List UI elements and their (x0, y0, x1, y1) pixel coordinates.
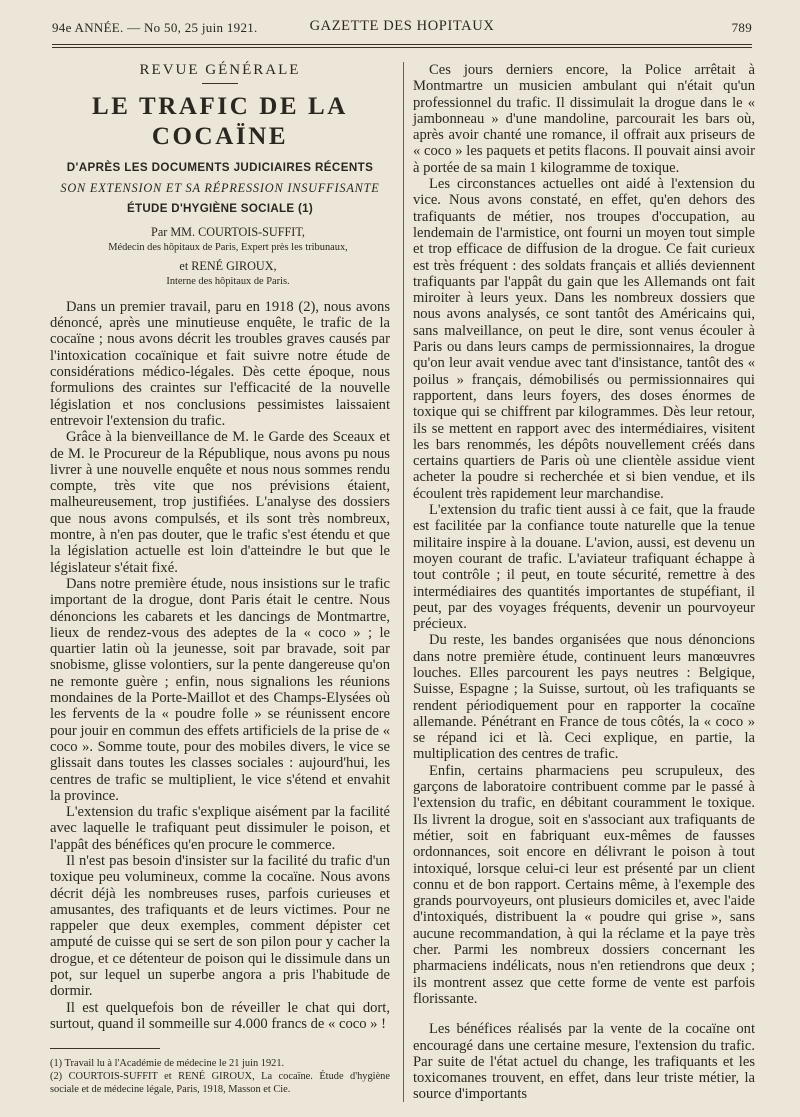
body-paragraph: Les circonstances actuelles ont aidé à l'extension du vice. Nous avons constaté, en effet, qu'en dehors des trafiquants de métier, nos troupes d'occupation, au lendemain de l'armistice, ont fourni un moyen tout simple et trop efficace de diffusion de la drogue. Ce fait curieux est très fréquent : des soldats français et alliés deviennent trafiquants par l'appât du gain que les Allemands ont fait miroiter à leurs yeux. Dans les nombreux dossiers que nous avons analysés, ce sont tantôt des Américains qui, sans malveillance, on peut le dire, sont venus écouler à Paris ou dans leurs camps de permissionnaires, la drogue qu'on leur avait vendue avec tant d'insistance, tantôt des « poilus » français, démobilisés ou permissionnaires qui rapportent, dans leurs foyers, des doses énormes de toxique qui se chiffrent par kilogrammes. Dès leur retour, ils se mettent en rapport avec des intermédiaires, visitent les bars renommés, les dépôts nouvellement créés dans certains quartiers de Paris où une clientèle assidue vient acheter la poudre si recherchée et si bien vendue, et ils écoulent très rapidement leur marchandise. (413, 176, 755, 502)
body-paragraph: L'extension du trafic tient aussi à ce fait, que la fraude est facilitée par la confiance toute naturelle que la tenue militaire inspire à la douane. L'avion, aussi, est devenu un moyen courant de trafic. L'aviateur trafiquant échappe à tout contrôle ; il peut, en toute sécurité, remettre à des intermédiaires des quantités importantes de stupéfiant, il peut, par des voyages fréquents, devenir un pourvoyeur précieux. (413, 502, 755, 633)
study-label: ÉTUDE D'HYGIÈNE SOCIALE (1) (126, 201, 314, 215)
body-paragraph: L'extension du trafic s'explique aisément par la facilité avec laquelle le trafiquant peut dissimuler le poison, et l'appât des bénéfices qu'en procure le commerce. (50, 804, 390, 853)
body-paragraph: Il est quelquefois bon de réveiller le chat qui dort, surtout, quand il sommeille sur 4.000 francs de « coco » ! (50, 999, 390, 1032)
header-rule-double (52, 47, 752, 48)
body-paragraph: Ces jours derniers encore, la Police arrêtait à Montmartre un musicien ambulant qui n'était qu'un professionnel du trafic. Il dissimulait la drogue dans le « jambonneau » d'une mandoline, parcourait les bars où, après avoir chanté une romance, il offrait aux priseurs de « coco » les paquets et petits flacons. Il pouvait ainsi avoir à portée de sa main 1 kilogramme de toxique. (413, 62, 755, 176)
section-rubric: REVUE GÉNÉRALE (139, 62, 301, 78)
author-2: et RENÉ GIROUX, (179, 258, 277, 273)
author-1: Par MM. COURTOIS-SUFFIT, (151, 224, 305, 239)
author-2-role: Interne des hôpitaux de Paris. (166, 275, 290, 287)
left-column (50, 62, 390, 1096)
footnote-rule (50, 1048, 160, 1049)
issue-line: 94e ANNÉE. — No 50, 25 juin 1921. (52, 20, 258, 35)
author-1-role: Médecin des hôpitaux de Paris, Expert près les tribunaux, (108, 241, 348, 253)
footnote: (1) Travail lu à l'Académie de médecine le 21 juin 1921. (50, 1058, 285, 1070)
article-kicker: D'APRÈS LES DOCUMENTS JUDICIAIRES RÉCENTS (66, 161, 374, 175)
body-paragraph: Grâce à la bienveillance de M. le Garde des Sceaux et de M. le Procureur de la République, nous avons pu nous livrer à une nouvelle enquête et nous nous sommes rendu compte, très vite que nos prévisions étaient, malheureusement, trop justifiées. L'analyse des dossiers que nous avons compulsés, et ils sont très nombreux, montre, à n'en pas douter, que le trafic s'est étendu et que la législation actuelle est loin d'atteindre le but que le législateur s'était fixé. (50, 429, 390, 576)
body-paragraph: Du reste, les bandes organisées que nous dénoncions dans notre première étude, continuent leurs manœuvres louches. Elles parcourent les pays neutres : Belgique, Suisse, Espagne ; la Suisse, surtout, où les trafiquants se rendent périodiquement pour en rapporter la cocaïne allemande. Pénétrant en France de tous côtés, la « coco » se répand ici et là. Ceci explique, en partie, la multiplication des centres de trafic. (413, 632, 755, 763)
body-paragraph: Dans notre première étude, nous insistions sur le trafic important de la drogue, dont Paris était le centre. Nous dénoncions les cabarets et les dancings de Montmartre, lieux de rendez-vous des adeptes de la « coco » ; le quartier latin où la jeunesse, soit par bravade, soit par snobisme, glisse volontiers, sur la pente dangereuse qu'on ne remonte guère ; enfin, nous signalions les réunions mondaines de la Porte-Maillot et des Champs-Elysées où les fervents de la « poudre folle » se réunissent encore pour jouir en commun des effets artificiels de la prise de « coco ». Somme toute, pour des mobiles divers, le vice se glissait dans toutes les classes sociales : aujourd'hui, les centres de trafic se multiplient, le vice s'étend et envahit la province. (50, 575, 390, 804)
body-paragraph: Il n'est pas besoin d'insister sur la facilité du trafic d'un toxique peu volumineux, comme la cocaïne. Nous avons décrit déjà les nombreuses ruses, parfois curieuses et amusantes, des trafiquants et de leurs victimes. Pour ne rappeler que deux exemples, comment dépister cet amputé de cuisse qui se sert de son pilon pour y cacher la drogue, et ce détenteur de poison qui le dissimule dans un pot, sur lequel un superbe angora a pris l'habitude de dormir. (50, 852, 390, 1000)
footnote: (2) COURTOIS-SUFFIT et RENÉ GIROUX, La cocaïne. Étude d'hygiène sociale et de médecine légale, Paris, 1918, Masson et Cie. (50, 1071, 390, 1096)
body-paragraph: Les bénéfices réalisés par la vente de la cocaïne ont encouragé dans une certaine mesure, l'extension du trafic. Par suite de l'état actuel du change, les trafiquants et les toxicomanes trouvent, en effet, dans leur triste métier, la source d'importants (413, 1021, 755, 1103)
body-paragraph: Dans un premier travail, paru en 1918 (2), nous avons dénoncé, après une minutieuse enquête, le trafic de la cocaïne ; nous avons décrit les troubles graves causés par l'intoxication cocaïnique et fait suivre notre étude de considérations médico-légales. Dès cette époque, nous formulions des craintes sur l'efficacité de la nouvelle législation et nos conclusions pessimistes laissaient entrevoir l'extension du trafic. (50, 298, 390, 429)
column-divider (403, 62, 404, 1102)
journal-title: GAZETTE DES HOPITAUX (309, 18, 495, 34)
page-number: 789 (731, 20, 752, 35)
header-rule (52, 44, 752, 45)
article-title: LE TRAFIC DE LA COCAÏNE (92, 93, 348, 151)
article-subtitle: SON EXTENSION ET SA RÉPRESSION INSUFFISANTE (60, 181, 380, 196)
running-header (52, 16, 752, 38)
right-column (413, 62, 755, 1103)
rubric-rule (202, 83, 238, 84)
body-paragraph: Enfin, certains pharmaciens peu scrupuleux, des garçons de laboratoire contribuent comme par le passé à l'extension du trafic, en débitant couramment le toxique. Ils livrent la drogue, soit en s'associant aux trafiquants de métier, soit en fabriquant eux-mêmes de fausses ordonnances, soit encore en délivrant le poison à tout intoxiqué, lorsque celui-ci leur est présenté par un client connu et de bon rapport. Certains même, à l'exemple des grands pourvoyeurs, ont plusieurs domiciles et, avec l'aide d'intoxiqués, distribuent la « poudre qui grise », sans aucune recommandation, à qui la réclame et la paye très cher. Parmi les nombreux dossiers concernant les pharmaciens indélicats, nous n'en retiendrons que deux ; ils montrent assez que cette forme de vente est parfois florissante. (413, 762, 755, 1007)
